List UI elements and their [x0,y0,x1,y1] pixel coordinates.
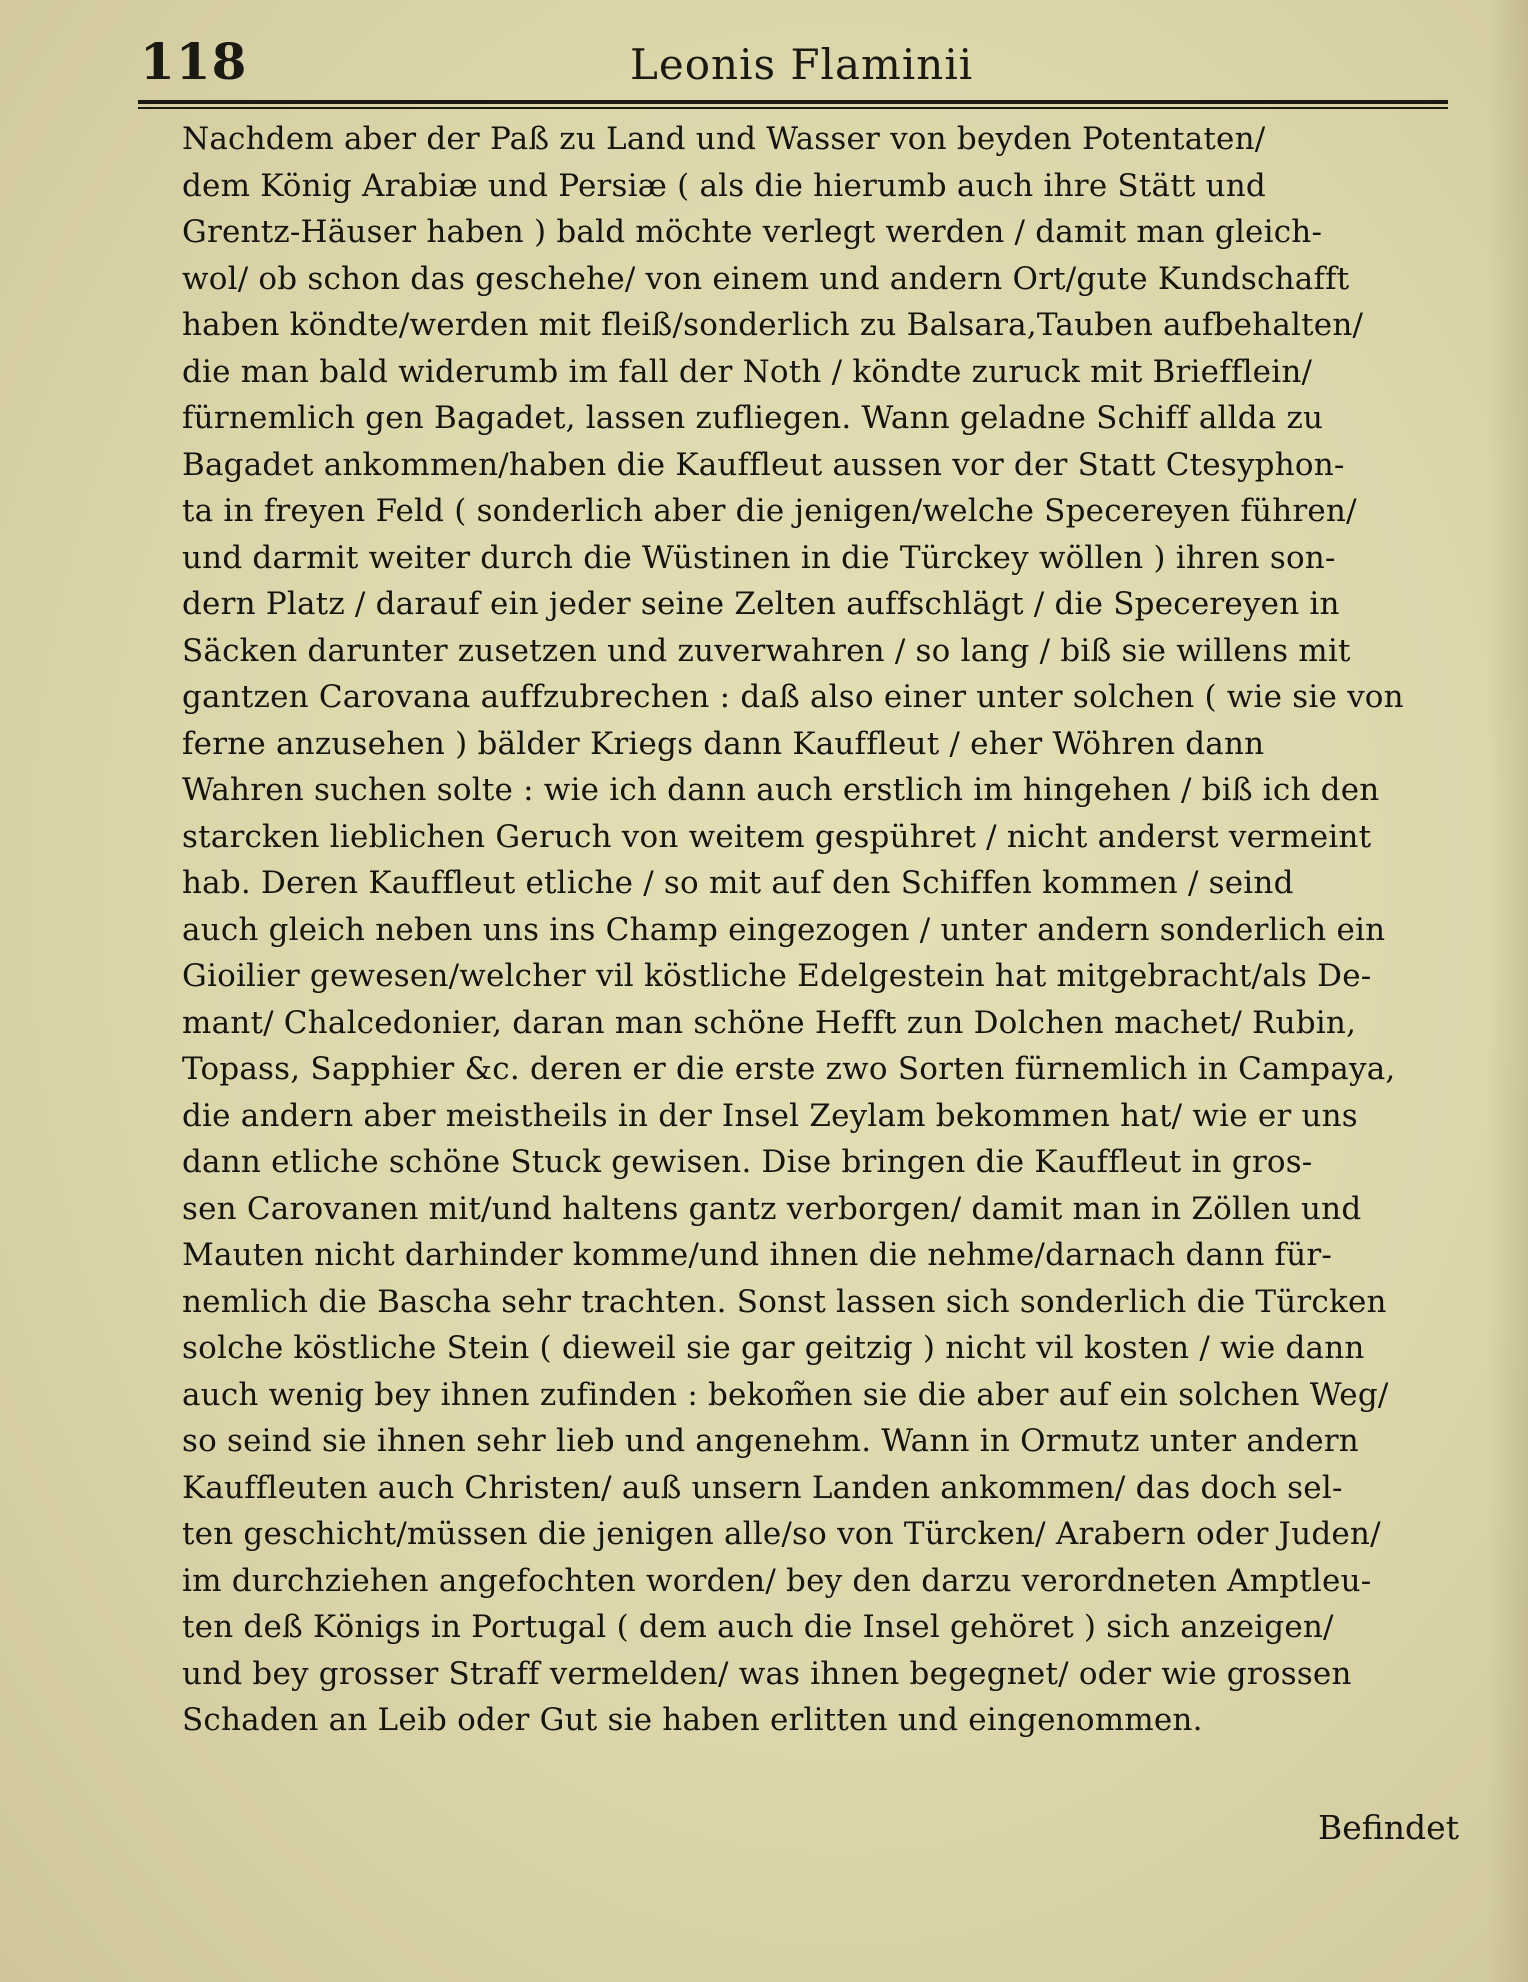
page-header [140,28,1440,98]
text-line: dann etliche schöne Stuck gewisen. Dise bringen die Kauffleut in gros- [182,1144,1313,1180]
catchword: Befindet [1318,1808,1459,1847]
text-line: im durchziehen angefochten worden/ bey den darzu verordneten Amptleu- [182,1562,1372,1599]
text-line: so seind sie ihnen sehr lieb und angenehm. Wann in Ormutz unter andern [182,1423,1359,1459]
header-rule [138,100,1448,104]
text-line: Kauffleuten auch Christen/ auß unsern Landen ankommen/ das doch sel- [182,1469,1343,1506]
text-line: Nachdem aber der Paß zu Land und Wasser von beyden Potentaten/ [182,121,1266,157]
text-line: auch wenig bey ihnen zufinden : bekom̃en sie die aber auf ein solchen Weg/ [182,1376,1389,1413]
body-text [182,116,1482,1744]
page-number: 118 [140,32,248,91]
text-line: die man bald widerumb im fall der Noth / köndte zuruck mit Briefflein/ [182,353,1313,390]
text-line: und bey grosser Straff vermelden/ was ihnen begegnet/ oder wie grossen [182,1655,1352,1692]
text-line: Grentz-Häuser haben ) bald möchte verlegt werden / damit man gleich- [182,214,1323,250]
text-line: mant/ Chalcedonier, daran man schöne Hefft zun Dolchen machet/ Rubin, [182,1004,1357,1041]
text-line: solche köstliche Stein ( dieweil sie gar geitzig ) nicht vil kosten / wie dann [182,1330,1365,1366]
text-line: wol/ ob schon das geschehe/ von einem und andern Ort/gute Kundschafft [182,260,1350,297]
text-line: gantzen Carovana auffzubrechen : daß also einer unter solchen ( wie sie von [182,679,1404,715]
text-line: und darmit weiter durch die Wüstinen in die Türckey wöllen ) ihren son- [182,539,1336,576]
text-line: Gioilier gewesen/welcher vil köstliche Edelgestein hat mitgebracht/als De- [182,958,1372,994]
text-line: auch gleich neben uns ins Champ eingezogen / unter andern sonderlich ein [182,911,1386,948]
text-line: dem König Arabiæ und Persiæ ( als die hierumb auch ihre Stätt und [182,167,1266,204]
text-line: die andern aber meistheils in der Insel Zeylam bekommen hat/ wie er uns [182,1097,1358,1134]
text-line: sen Carovanen mit/und haltens gantz verborgen/ damit man in Zöllen und [182,1190,1362,1227]
text-line: Mauten nicht darhinder komme/und ihnen die nehme/darnach dann für- [182,1237,1333,1273]
text-line: starcken lieblichen Geruch von weitem gespühret / nicht anderst vermeint [182,818,1372,855]
text-line: hab. Deren Kauffleut etliche / so mit auf den Schiffen kommen / seind [182,865,1294,901]
running-head: Leonis Flaminii [630,40,974,89]
text-line: haben köndte/werden mit fleiß/sonderlich zu Balsara,Tauben aufbehalten/ [182,307,1364,343]
text-line: Topass, Sapphier &c. deren er die erste zwo Sorten fürnemlich in Campaya, [182,1051,1396,1087]
text-line: ferne anzusehen ) bälder Kriegs dann Kauffleut / eher Wöhren dann [182,725,1265,762]
text-line: fürnemlich gen Bagadet, lassen zufliegen. Wann geladne Schiff allda zu [182,400,1324,436]
text-line: ta in freyen Feld ( sonderlich aber die jenigen/welche Specereyen führen/ [182,493,1357,529]
text-line: ten geschicht/müssen die jenigen alle/so von Türcken/ Arabern oder Juden/ [182,1516,1381,1552]
text-line: Bagadet ankommen/haben die Kauffleut aussen vor der Statt Ctesyphon- [182,446,1345,483]
text-line: Säcken darunter zusetzen und zuverwahren / so lang / biß sie willens mit [182,632,1351,669]
text-line: ten deß Königs in Portugal ( dem auch die Insel gehöret ) sich anzeigen/ [182,1609,1334,1645]
text-line: Wahren suchen solte : wie ich dann auch erstlich im hingehen / biß ich den [182,772,1380,808]
text-line: nemlich die Bascha sehr trachten. Sonst lassen sich sonderlich die Türcken [182,1283,1387,1320]
text-line: Schaden an Leib oder Gut sie haben erlitten und eingenommen. [182,1702,1203,1738]
text-line: dern Platz / darauf ein jeder seine Zelten auffschlägt / die Specereyen in [182,586,1340,622]
